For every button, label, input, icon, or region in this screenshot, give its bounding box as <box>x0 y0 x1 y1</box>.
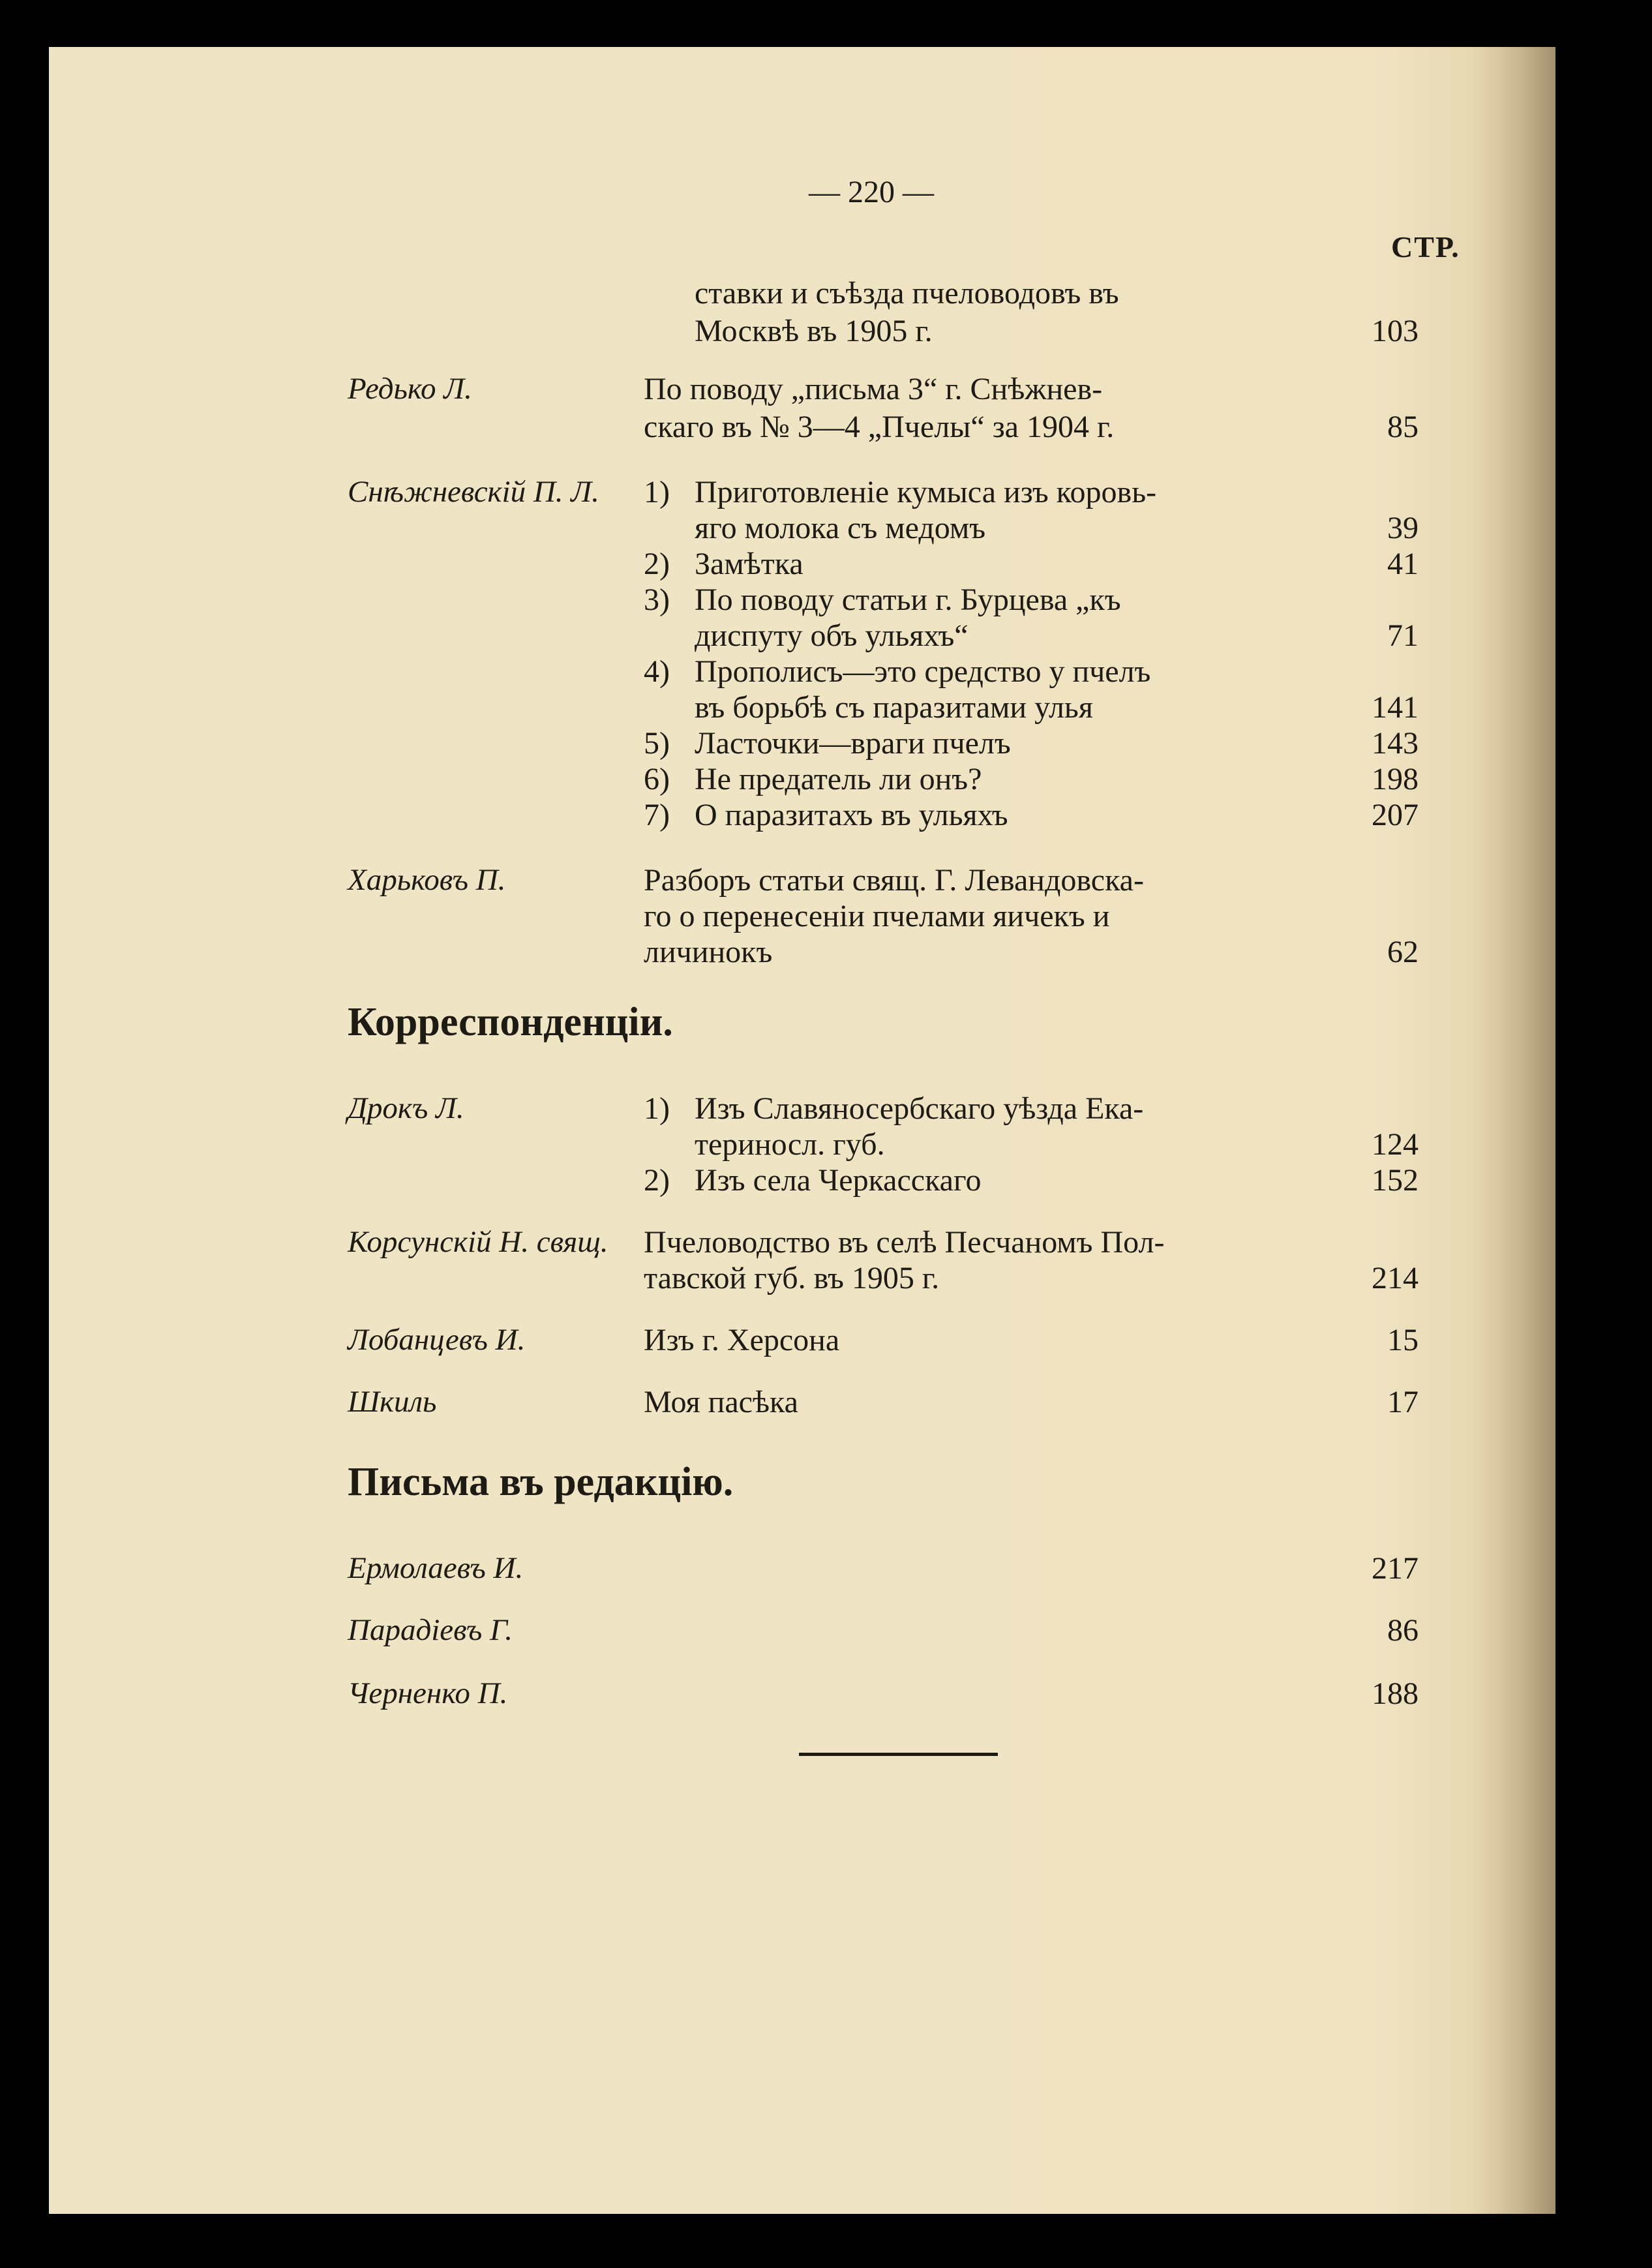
entry-text: Москвѣ въ 1905 г. <box>695 314 933 348</box>
entry-author: Шкиль <box>348 1385 437 1419</box>
entry-author: Черненко П. <box>348 1676 508 1710</box>
entry-page: 124 <box>1372 1127 1419 1162</box>
entry-text: Разборъ статьи свящ. Г. Левандовска- <box>644 863 1144 898</box>
entry-text: Изъ села Черкасскаго <box>695 1163 982 1198</box>
entry-page: 39 <box>1387 511 1419 545</box>
entry-number: 4) <box>644 654 670 689</box>
entry-author: Лобанцевъ И. <box>348 1323 526 1357</box>
entry-author: Парадіевъ Г. <box>348 1613 513 1647</box>
page-edge-shadow <box>1471 47 1555 2214</box>
entry-author: Редько Л. <box>348 372 472 406</box>
entry-page: 207 <box>1372 798 1419 832</box>
entry-author: Корсунскій Н. свящ. <box>348 1225 608 1259</box>
closing-rule <box>799 1753 998 1756</box>
entry-number: 7) <box>644 798 670 832</box>
entry-text: тавской губ. въ 1905 г. <box>644 1261 940 1295</box>
entry-text: О паразитахъ въ ульяхъ <box>695 798 1008 832</box>
entry-number: 1) <box>644 475 670 509</box>
entry-author: Харьковъ П. <box>348 863 506 897</box>
entry-text: го о перенесеніи пчелами яичекъ и <box>644 899 1110 933</box>
entry-page: 85 <box>1387 410 1419 444</box>
entry-page: 15 <box>1387 1323 1419 1357</box>
entry-page: 62 <box>1387 935 1419 969</box>
entry-text: териносл. губ. <box>695 1127 885 1162</box>
entry-text: личинокъ <box>644 935 773 969</box>
entry-page: 103 <box>1372 314 1419 348</box>
entry-page: 17 <box>1387 1385 1419 1419</box>
entry-number: 2) <box>644 547 670 581</box>
entry-text: Изъ Славяносербскаго уѣзда Ека- <box>695 1091 1144 1126</box>
entry-text: Прополисъ—это средство у пчелъ <box>695 654 1151 689</box>
entry-page: 214 <box>1372 1261 1419 1295</box>
entry-number: 3) <box>644 582 670 617</box>
entry-page: 188 <box>1372 1676 1419 1711</box>
entry-page: 143 <box>1372 726 1419 761</box>
entry-text: Моя пасѣка <box>644 1385 798 1419</box>
entry-text: въ борьбѣ съ паразитами улья <box>695 690 1093 725</box>
entry-page: 152 <box>1372 1163 1419 1198</box>
entry-text: Пчеловодство въ селѣ Песчаномъ Пол- <box>644 1225 1165 1260</box>
section-heading-correspondence: Корреспонденціи. <box>348 1000 673 1044</box>
page-number: — 220 — <box>809 175 934 209</box>
entry-number: 6) <box>644 762 670 796</box>
entry-text: Не предатель ли онъ? <box>695 762 982 796</box>
entry-number: 2) <box>644 1163 670 1198</box>
page-column-label: СТР. <box>1391 230 1460 264</box>
entry-text: диспуту объ ульяхъ“ <box>695 618 969 653</box>
entry-text: яго молока съ медомъ <box>695 511 986 545</box>
entry-number: 5) <box>644 726 670 761</box>
entry-author: Ермолаевъ И. <box>348 1551 524 1585</box>
entry-text: По поводу статьи г. Бурцева „къ <box>695 582 1121 617</box>
entry-text: Изъ г. Херсона <box>644 1323 840 1357</box>
entry-number: 1) <box>644 1091 670 1126</box>
entry-text: Замѣтка <box>695 547 803 581</box>
entry-text: Приготовленіе кумыса изъ коровь- <box>695 475 1157 509</box>
entry-text: Ласточки—враги пчелъ <box>695 726 1011 761</box>
entry-text: По поводу „письма 3“ г. Снѣжнев- <box>644 372 1103 406</box>
entry-page: 217 <box>1372 1551 1419 1586</box>
entry-author: Дрокъ Л. <box>348 1091 464 1125</box>
entry-text: ставки и съѣзда пчеловодовъ въ <box>695 276 1119 310</box>
entry-page: 198 <box>1372 762 1419 796</box>
entry-page: 86 <box>1387 1613 1419 1648</box>
book-page <box>49 47 1555 2214</box>
entry-text: скаго въ № 3—4 „Пчелы“ за 1904 г. <box>644 410 1115 444</box>
entry-page: 71 <box>1387 618 1419 653</box>
entry-page: 41 <box>1387 547 1419 581</box>
entry-author: Снѣжневскій П. Л. <box>348 475 599 509</box>
entry-page: 141 <box>1372 690 1419 725</box>
section-heading-letters: Письма въ редакцію. <box>348 1460 734 1504</box>
